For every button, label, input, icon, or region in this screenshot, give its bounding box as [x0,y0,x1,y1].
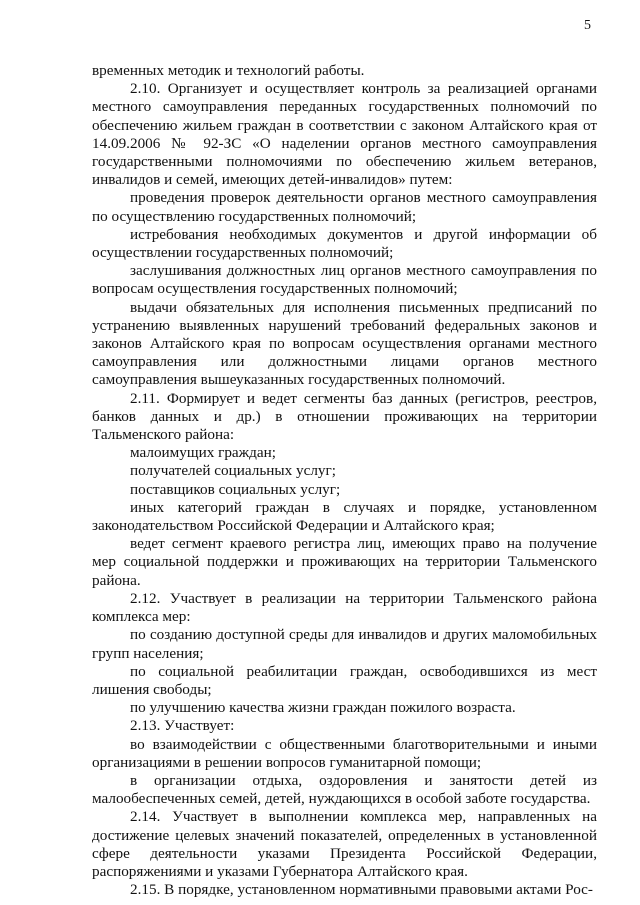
paragraph: 2.10. Организует и осуществляет контроль за реализацией органами местного самоуправления переданных государственных полномочий по обеспечению жильем граждан в соответствии с законом Алтайского края от 14.09.2006 № 92-ЗС «О наделении органов местного самоуправления государственными полномочиями по обеспечению жильем ветеранов, инвалидов и семей, имеющих детей-инвалидов» путем: [92,80,597,189]
paragraph: иных категорий граждан в случаях и порядке, установленном законодательством Российской Федерации и Алтайского края; [92,498,597,535]
paragraph: 2.12. Участвует в реализации на территории Тальменского района комплекса мер: [92,589,597,626]
paragraph: выдачи обязательных для исполнения письменных предписаний по устранению выявленных нарушений требований федеральных законов и законов Алтайского края по вопросам осуществления органами местного самоуправления или должностными лицами органов местного самоуправления вышеуказанных государственных полномочий. [92,298,597,389]
paragraph: в организации отдыха, оздоровления и занятости детей из малообеспеченных семей, детей, нуждающихся в особой заботе государства. [92,771,597,808]
paragraph: по созданию доступной среды для инвалидов и других маломобильных групп населения; [92,626,597,662]
paragraph: получателей социальных услуг; [130,462,336,480]
paragraph: заслушивания должностных лиц органов местного самоуправления по вопросам осуществления государственных полномочий; [92,262,597,298]
paragraph: проведения проверок деятельности органов местного самоуправления по осуществлению государственных полномочий; [92,189,597,225]
paragraph: по улучшению качества жизни граждан пожилого возраста. [130,699,516,717]
paragraph: во взаимодействии с общественными благотворительными и иными организациями в решении вопросов гуманитарной помощи; [92,735,597,771]
paragraph: 2.15. В порядке, установленном нормативными правовыми актами Рос- [130,881,593,899]
paragraph: истребования необходимых документов и другой информации об осуществлении государственных полномочий; [92,225,597,262]
paragraph: 2.13. Участвует: [130,717,235,735]
paragraph: ведет сегмент краевого регистра лиц, имеющих право на получение мер социальной поддержки и проживающих на территории Тальменского района. [92,535,597,589]
paragraph: малоимущих граждан; [130,444,276,462]
paragraph: временных методик и технологий работы. [92,62,365,79]
paragraph: поставщиков социальных услуг; [130,480,341,498]
paragraph: 2.11. Формирует и ведет сегменты баз данных (регистров, реестров, банков данных и др.) в отношении проживающих на территории Тальменского района: [92,389,597,444]
paragraph: по социальной реабилитации граждан, освободившихся из мест лишения свободы; [92,662,597,698]
page-number: 5 [584,18,591,33]
paragraph: 2.14. Участвует в выполнении комплекса мер, направленных на достижение целевых значений показателей, определенных в установленной сфере деятельности указами Президента Российской Федерации, распоряжениями и указами Губернатора Алтайского края. [92,808,597,880]
document-body [92,62,597,899]
